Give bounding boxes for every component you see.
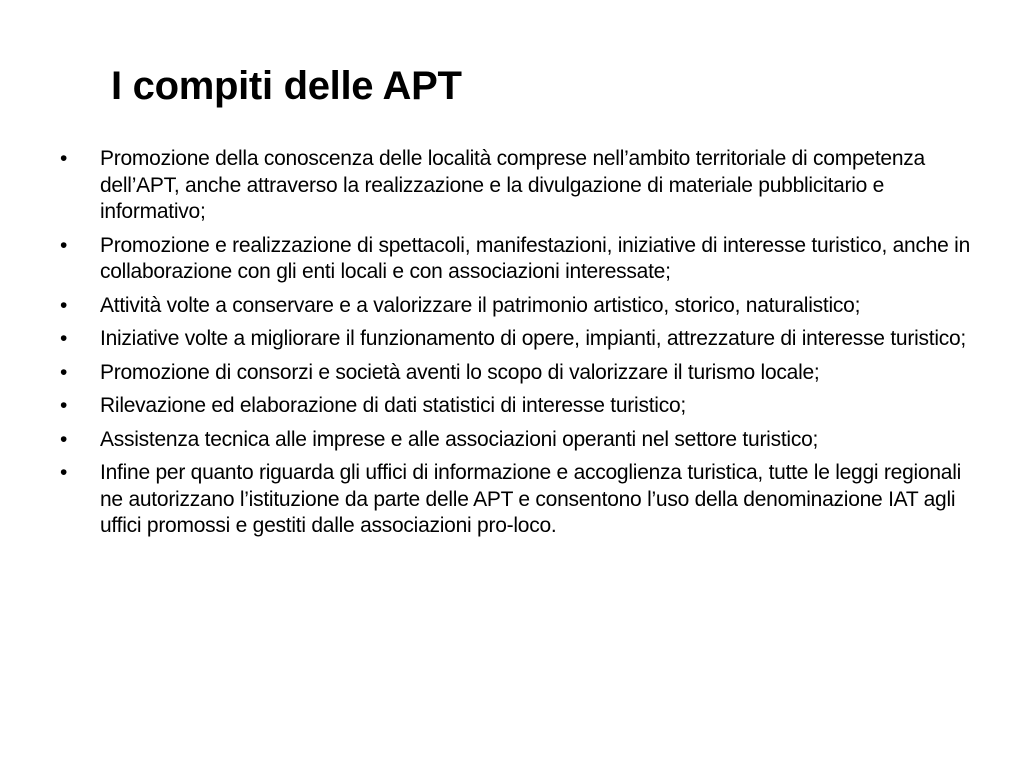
bullet-item-1 bbox=[60, 146, 980, 226]
bullet-item-4 bbox=[60, 326, 980, 353]
bullet-item-7 bbox=[60, 427, 980, 454]
bullet-icon: • bbox=[60, 293, 68, 317]
bullet-icon: • bbox=[60, 147, 68, 170]
bullet-icon: • bbox=[60, 461, 68, 484]
bullet-text: Assistenza tecnica alle imprese e alle associazioni operanti nel settore turistico; bbox=[100, 427, 819, 451]
bullet-icon: • bbox=[60, 233, 68, 257]
bullet-item-8 bbox=[60, 460, 980, 540]
bullet-icon: • bbox=[60, 394, 68, 417]
bullet-text: Attività volte a conservare e a valorizzare il patrimonio artistico, storico, naturalistico; bbox=[100, 293, 861, 317]
slide-title: I compiti delle APT bbox=[111, 64, 462, 108]
bullet-text: Promozione della conoscenza delle località comprese nell’ambito territoriale di competenza dell’APT, anche attraverso la realizzazione e la divulgazione di materiale pubblicitario e informativo; bbox=[100, 147, 925, 223]
bullet-icon: • bbox=[60, 360, 68, 384]
bullet-text: Iniziative volte a migliorare il funzionamento di opere, impianti, attrezzature di interesse turistico; bbox=[100, 327, 967, 350]
bullet-text: Rilevazione ed elaborazione di dati statistici di interesse turistico; bbox=[100, 394, 686, 417]
bullet-item-6 bbox=[60, 393, 980, 420]
bullet-text: Promozione di consorzi e società aventi lo scopo di valorizzare il turismo locale; bbox=[100, 360, 820, 384]
bullet-icon: • bbox=[60, 427, 68, 451]
bullet-item-2 bbox=[60, 233, 980, 286]
bullet-icon: • bbox=[60, 327, 68, 350]
bullet-text: Infine per quanto riguarda gli uffici di informazione e accoglienza turistica, tutte le leggi regionali ne autorizzano l’istituzione da parte delle APT e consentono l’uso della denominazione IAT agli uffici promossi e gestiti dalle associazioni pro-loco. bbox=[100, 461, 962, 537]
bullet-text: Promozione e realizzazione di spettacoli, manifestazioni, iniziative di interesse turistico, anche in collaborazione con gli enti locali e con associazioni interessate; bbox=[100, 233, 971, 283]
bullet-item-3 bbox=[60, 293, 980, 320]
bullet-item-5 bbox=[60, 360, 980, 387]
bullet-list bbox=[60, 146, 980, 547]
